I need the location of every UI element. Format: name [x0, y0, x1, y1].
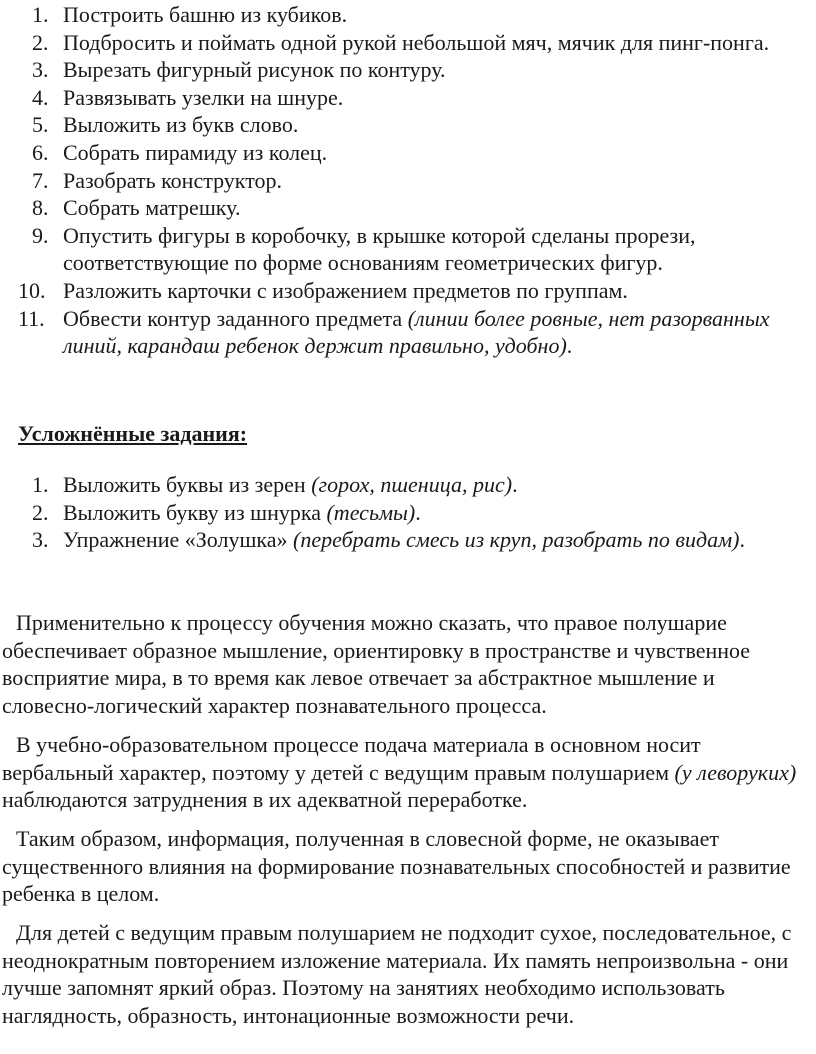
list-item-number: 5. [32, 112, 49, 138]
list-item [0, 167, 816, 195]
list-item-tail: . [415, 499, 421, 525]
list-item [0, 194, 816, 222]
list-item-number: 3. [32, 527, 49, 553]
list-item-text: Вырезать фигурный рисунок по контуру. [63, 57, 446, 83]
list-item-text: Обвести контур заданного предмета [63, 305, 408, 331]
paragraph-hemisphere-learning: Применительно к процессу обучения можно сказать, что правое полушарие обеспечивает образное мышление, ориентировку в пространстве и чувственное восприятие мира, в то время как левое отвечает за абстрактное мышление и словесно-логический характер познавательного процесса. [2, 610, 751, 718]
list-item-text: Разложить карточки с изображением предметов по группам. [63, 277, 628, 303]
section-heading-advanced: Усложнённые задания: [18, 421, 248, 446]
list-item-text: Выложить из букв слово. [63, 112, 299, 138]
list-item [0, 139, 816, 167]
list-item [0, 305, 816, 360]
paragraph-text: В учебно-образовательном процессе подача материала в основном носит вербальный характер, поэтому у детей с ведущим правым полушарием [2, 732, 701, 785]
list-item-text: Разобрать конструктор. [63, 167, 283, 193]
paragraph-note: (у леворуких) [674, 759, 797, 785]
list-item-number: 3. [32, 57, 49, 83]
list-item-number: 7. [32, 167, 49, 193]
list-item-number: 1. [32, 2, 49, 27]
list-item [0, 222, 816, 277]
paragraph-information: Таким образом, информация, полученная в словесной форме, не оказывает существенного влияния на формирование познавательных способностей и развитие ребенка в целом. [2, 826, 791, 907]
list-item [0, 471, 816, 499]
list-item-number: 10. [18, 277, 46, 303]
list-item [0, 56, 816, 84]
list-item-tail: . [739, 527, 745, 553]
list-item [0, 499, 816, 527]
list-item-text: Выложить буквы из зерен [63, 472, 312, 497]
list-item-text: Опустить фигуры в коробочку, в крышке которой сделаны прорези, соответствующие по форме основаниям геометрических фигур. [63, 222, 696, 276]
paragraph-verbal-material [2, 731, 812, 814]
list-item-note: (перебрать смесь из круп, разобрать по видам) [293, 527, 740, 553]
list-item-text: Выложить букву из шнурка [63, 499, 327, 525]
paragraph-text: наблюдаются затруднения в их адекватной переработке. [2, 787, 528, 813]
list-item [0, 1, 816, 29]
list-item [0, 111, 816, 139]
list-item-note: (тесьмы) [326, 499, 416, 525]
list-item-text: Построить башню из кубиков. [63, 2, 348, 27]
list-item-text: Подбросить и поймать одной рукой небольшой мяч, мячик для пинг-понга. [63, 29, 770, 55]
list-item [0, 29, 816, 57]
list-item-number: 8. [32, 195, 49, 221]
list-item-number: 2. [32, 499, 49, 525]
list-item-text: Собрать пирамиду из колец. [63, 139, 328, 165]
list-item-tail: . [566, 333, 573, 359]
list-item-number: 9. [32, 222, 49, 248]
list-item-number: 4. [32, 84, 49, 110]
list-item-number: 2. [32, 29, 49, 55]
list-item-text: Развязывать узелки на шнуре. [63, 84, 344, 110]
list-item-text: Упражнение «Золушка» [63, 527, 294, 553]
list-item [0, 526, 816, 554]
list-item-number: 1. [32, 472, 49, 497]
list-item-note: (горох, пшеница, рис) [311, 472, 513, 497]
list-item [0, 84, 816, 112]
list-item-number: 6. [32, 139, 49, 165]
paragraph-right-hemisphere: Для детей с ведущим правым полушарием не подходит сухое, последовательное, с неоднократным повторением изложение материала. Их память непроизвольна - они лучше запомнят яркий образ. Поэтому на занятиях необходимо использовать наглядность, образность, интонационные возможности речи. [2, 920, 792, 1028]
list-item-text: Собрать матрешку. [63, 195, 241, 221]
task-list-advanced [0, 471, 816, 554]
list-item-number: 11. [18, 305, 45, 331]
task-list-basic [0, 1, 816, 360]
list-item-tail: . [512, 472, 518, 497]
list-item [0, 277, 816, 305]
list-item-note: (линии более ровные, нет разорванных линий, карандаш ребенок держит правильно, удобно) [63, 305, 770, 359]
